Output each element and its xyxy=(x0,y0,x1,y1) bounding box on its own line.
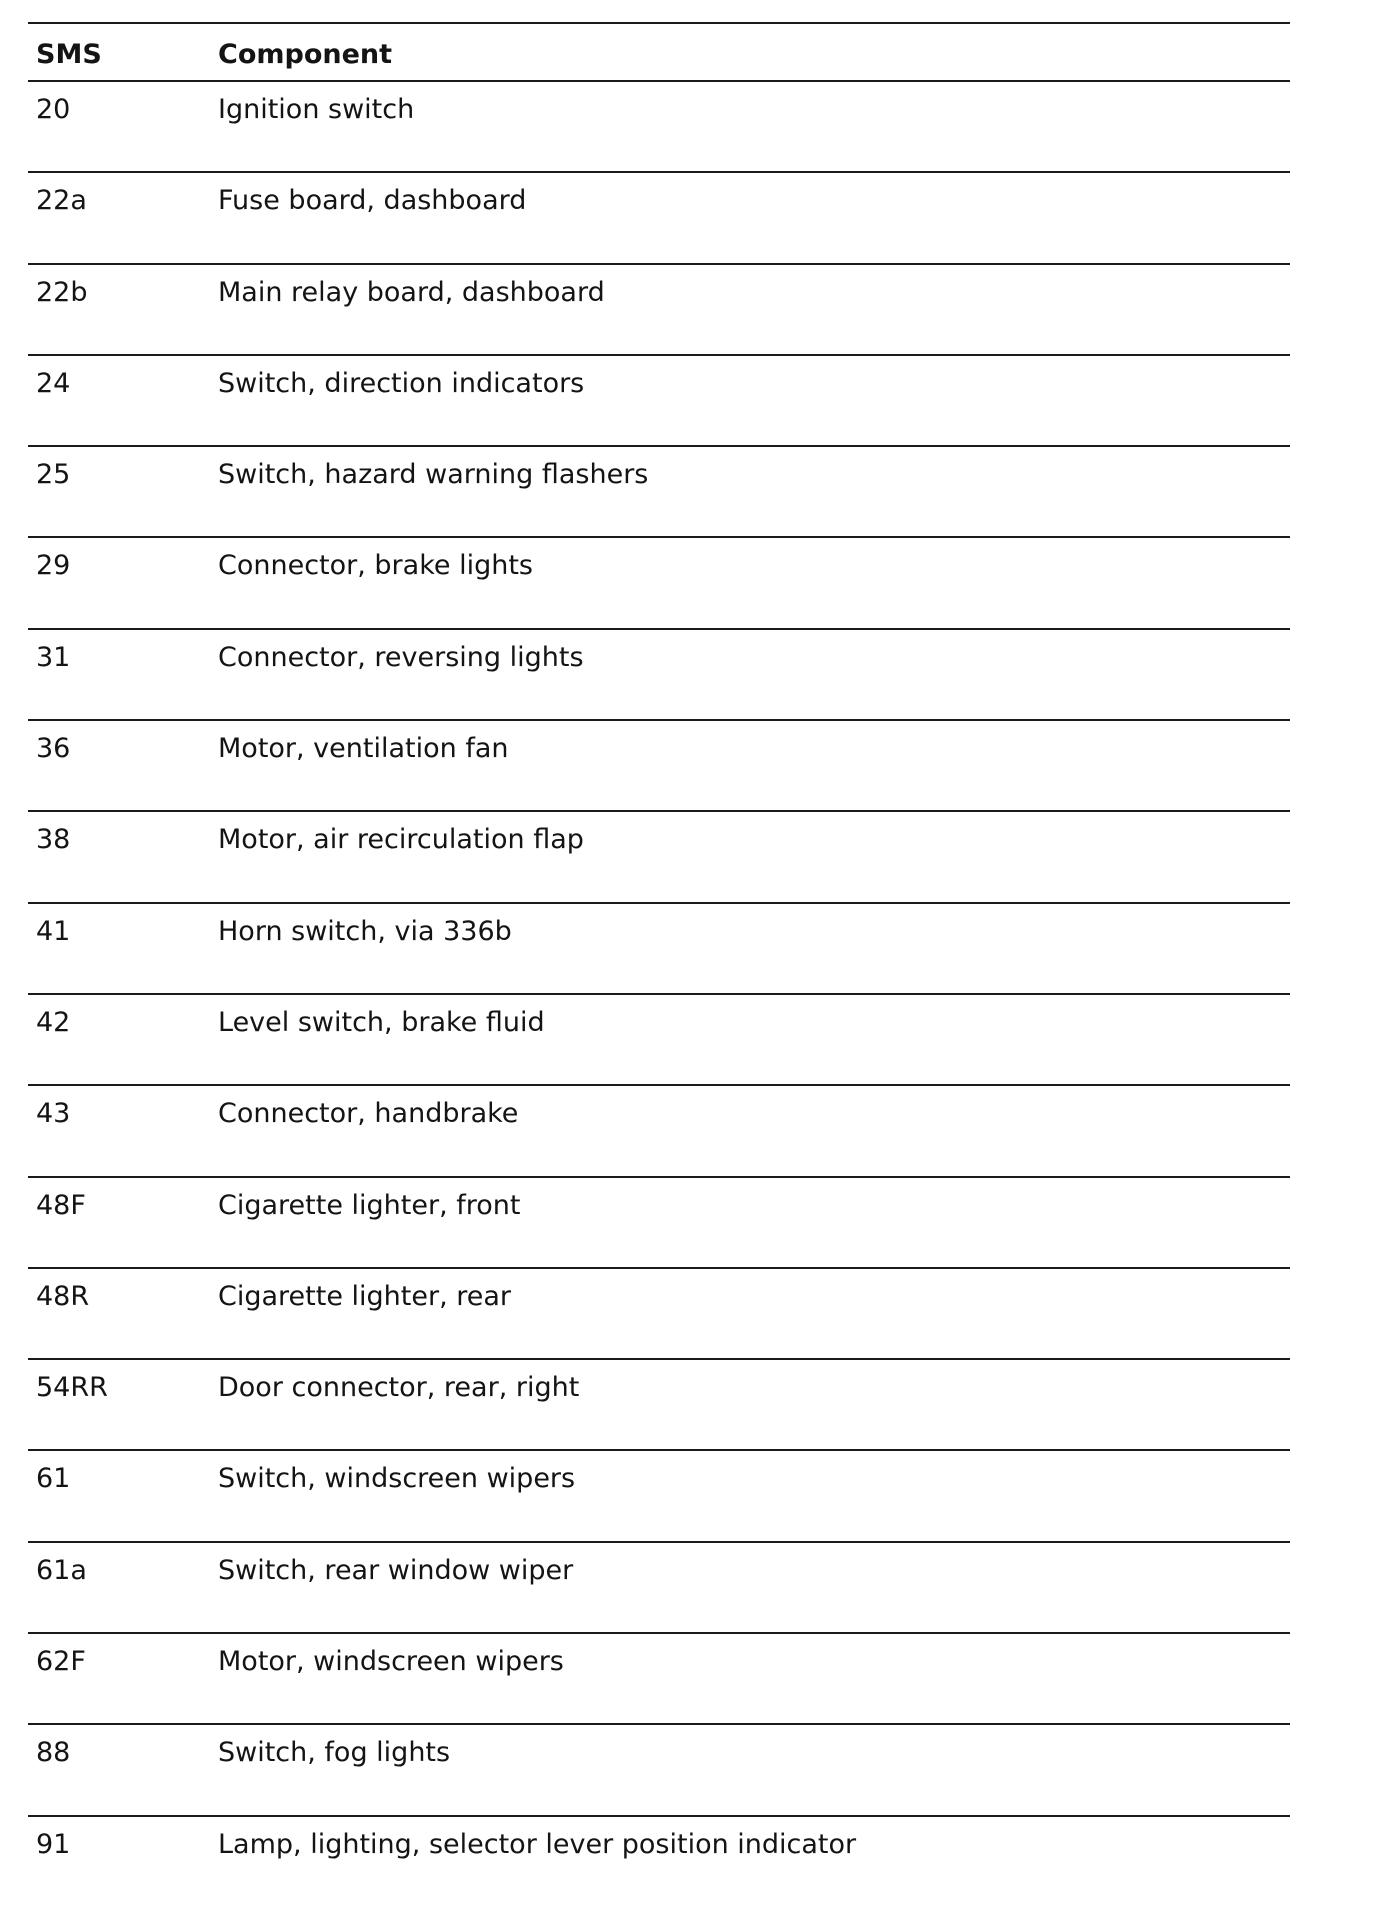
sms-cell: 25 xyxy=(36,459,71,491)
component-cell: Level switch, brake fluid xyxy=(218,1006,545,1038)
sms-cell: 43 xyxy=(36,1098,71,1130)
component-cell: Lamp, lighting, selector lever position indicator xyxy=(218,1828,857,1860)
table-row xyxy=(28,447,1290,538)
table-row xyxy=(28,1634,1290,1725)
component-cell: Motor, windscreen wipers xyxy=(218,1646,564,1678)
sms-cell: 31 xyxy=(36,641,71,673)
sms-cell: 38 xyxy=(36,824,71,856)
component-cell: Motor, ventilation fan xyxy=(218,733,509,765)
sms-cell: 41 xyxy=(36,915,71,947)
table-body xyxy=(28,82,1290,1908)
component-cell: Fuse board, dashboard xyxy=(218,185,527,217)
table-row xyxy=(28,1086,1290,1177)
sms-cell: 22b xyxy=(36,276,88,308)
sms-cell: 91 xyxy=(36,1828,71,1860)
table-row xyxy=(28,82,1290,173)
table-row xyxy=(28,1817,1290,1908)
table-header-row xyxy=(28,24,1290,82)
table-row xyxy=(28,812,1290,903)
table-row xyxy=(28,1360,1290,1451)
table-row xyxy=(28,630,1290,721)
component-cell: Connector, handbrake xyxy=(218,1098,519,1130)
component-cell: Connector, brake lights xyxy=(218,550,533,582)
sms-cell: 61a xyxy=(36,1554,87,1586)
sms-cell: 48F xyxy=(36,1189,86,1221)
component-cell: Ignition switch xyxy=(218,94,415,125)
sms-cell: 54RR xyxy=(36,1372,108,1404)
table-row xyxy=(28,356,1290,447)
header-component: Component xyxy=(218,39,393,70)
table-row xyxy=(28,1725,1290,1816)
component-cell: Switch, windscreen wipers xyxy=(218,1463,576,1495)
table-row xyxy=(28,1451,1290,1542)
table-row xyxy=(28,538,1290,629)
sms-cell: 42 xyxy=(36,1006,71,1038)
component-cell: Motor, air recirculation flap xyxy=(218,824,584,856)
sms-cell: 36 xyxy=(36,733,71,765)
component-cell: Door connector, rear, right xyxy=(218,1372,580,1404)
sms-cell: 88 xyxy=(36,1737,71,1769)
component-cell: Horn switch, via 336b xyxy=(218,915,512,947)
table-row xyxy=(28,721,1290,812)
table-row xyxy=(28,995,1290,1086)
component-cell: Cigarette lighter, front xyxy=(218,1189,521,1221)
component-table xyxy=(28,22,1290,1908)
component-cell: Switch, hazard warning flashers xyxy=(218,459,649,491)
sms-cell: 20 xyxy=(36,94,71,125)
sms-cell: 29 xyxy=(36,550,71,582)
component-cell: Switch, direction indicators xyxy=(218,367,585,399)
table-row xyxy=(28,265,1290,356)
component-cell: Cigarette lighter, rear xyxy=(218,1280,512,1312)
sms-cell: 48R xyxy=(36,1280,90,1312)
table-row xyxy=(28,1543,1290,1634)
sms-cell: 61 xyxy=(36,1463,71,1495)
sms-cell: 24 xyxy=(36,367,71,399)
component-cell: Switch, rear window wiper xyxy=(218,1554,574,1586)
table-row xyxy=(28,1178,1290,1269)
component-cell: Switch, fog lights xyxy=(218,1737,451,1769)
table-row xyxy=(28,173,1290,264)
sms-cell: 62F xyxy=(36,1646,86,1678)
header-sms: SMS xyxy=(36,39,102,70)
table-row xyxy=(28,1269,1290,1360)
table-row xyxy=(28,904,1290,995)
sms-cell: 22a xyxy=(36,185,87,217)
component-cell: Main relay board, dashboard xyxy=(218,276,605,308)
component-cell: Connector, reversing lights xyxy=(218,641,584,673)
